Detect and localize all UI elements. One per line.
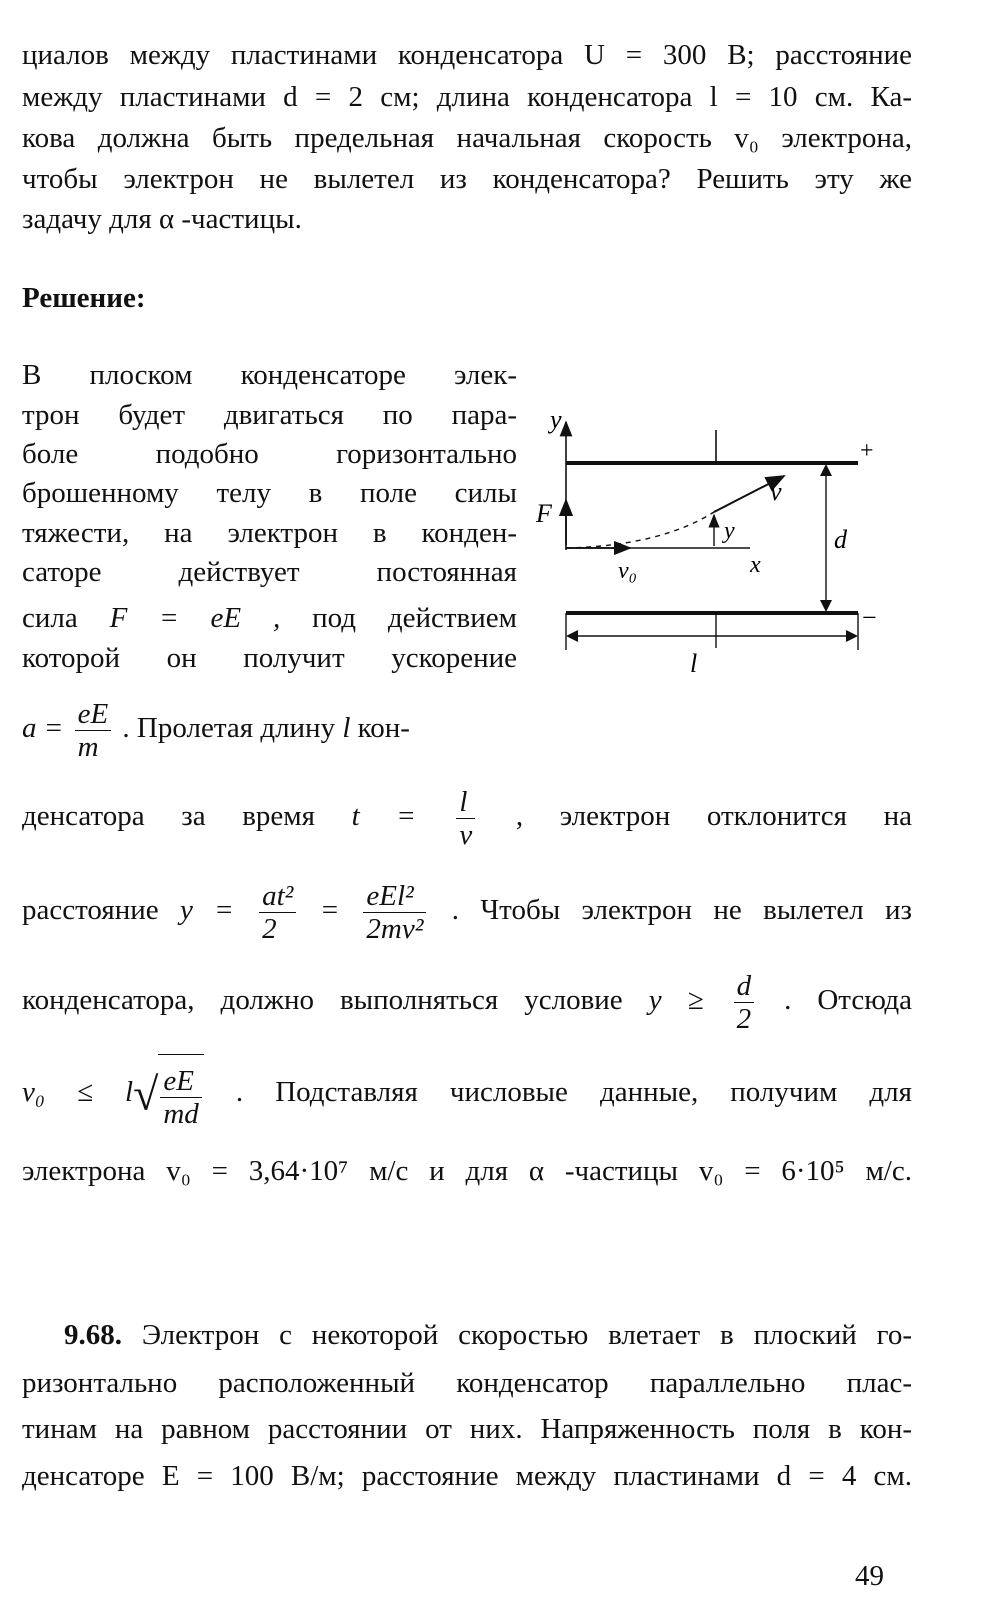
fraction-denominator: 2 [736,1002,752,1035]
minus-label: − [862,603,877,632]
text-kondensatora: конденсатора, должно выполняться условие [22,984,623,1016]
trajectory [566,512,714,548]
solution-line: боле подобно горизонтально [22,438,517,470]
fraction-denominator: 2mv² [366,912,424,945]
next-problem-line [22,1318,912,1352]
solution-line: В плоском конденсаторе элек- [22,359,517,391]
y-axis-label: y [550,405,562,434]
velocity-label: v [770,477,782,506]
d-arrow-top [820,464,832,476]
fraction-numerator: eE [160,1065,201,1098]
time-fraction [456,786,475,851]
fraction-denominator: v [459,818,473,851]
text-podstavlyaya: . Подставляя числовые данные, получим для [235,1076,912,1108]
deflection-label: y [724,518,735,544]
length-symbol: l [342,712,351,744]
solution-line: трон будет двигаться по пара- [22,399,517,431]
deflection-line [22,872,912,948]
force-formula: F = eE , [109,602,281,634]
fraction-denominator: 2 [262,912,277,945]
equals-sign: = [321,894,339,926]
text-proletaya: . Пролетая длину [122,712,336,744]
y-condition: y ≥ [648,984,704,1016]
v0-lhs: v₀ ≤ l [22,1076,134,1108]
v0-label: v₀ [618,558,637,584]
l-arrow-right [846,630,858,642]
sqrt-fraction [160,1065,201,1130]
capacitor-diagram [520,400,900,690]
next-problem-line: денсаторе E = 100 В/м; расстояние между пластинами d = 4 см. [22,1460,912,1492]
velocity-condition-line [22,1052,912,1132]
text-sila: сила [22,602,78,634]
fraction-denominator: md [163,1097,199,1130]
fraction-numerator: d [734,970,755,1003]
problem-text-line: между пластинами d = 2 см; длина конденсатора l = 10 см. Ка- [22,81,912,113]
solution-heading: Решение: [22,282,146,314]
acceleration-fraction [75,698,112,763]
text-densatora: денсатора за время [22,800,315,832]
acceleration-line [22,688,517,768]
l-arrow-left [566,630,578,642]
d-label: d [834,525,847,554]
next-problem-line: тинам на равном расстоянии от них. Напряженность поля в кон- [22,1413,912,1445]
deflection-fraction-2 [363,880,426,945]
fraction-numerator: at² [259,880,296,913]
text-kon: кон- [357,712,410,744]
sqrt-sign: √ [133,1068,159,1120]
next-problem-text: Электрон с некоторой скоростью влетает в плоский го- [141,1319,912,1351]
sqrt-body [158,1054,203,1135]
fraction-numerator: eEl² [363,880,426,913]
y-lhs: y = [179,894,234,926]
solution-line: брошенному телу в поле силы [22,477,517,509]
problem-text-line: циалов между пластинами конденсатора U = 300 В; расстояние [22,39,912,71]
problem-number: 9.68. [64,1319,122,1351]
acceleration-lhs: a = [22,712,64,744]
condition-fraction [734,970,755,1035]
solution-line [22,601,517,635]
result-line: электрона v₀ = 3,64·10⁷ м/с и для α -частицы v₀ = 6·10⁵ м/с. [22,1155,912,1187]
problem-text-line: задачу для α -частицы. [22,203,302,235]
solution-line: тяжести, на электрон в конден- [22,517,517,549]
fraction-denominator: m [77,730,99,763]
plus-label: + [860,438,874,464]
condition-line [22,962,912,1038]
force-label: F [536,499,552,528]
x-axis-label: x [750,552,761,578]
next-problem-line: ризонтально расположенный конденсатор параллельно плас- [22,1367,912,1399]
d-arrow-bottom [820,600,832,612]
text-otklonitsya: , электрон отклонится на [515,800,912,832]
text-rasstoyanie: расстояние [22,894,159,926]
l-label: l [690,649,698,678]
solution-line: саторе действует постоянная [22,556,517,588]
text-otsyuda: . Отсюда [784,984,913,1016]
time-line [22,780,912,852]
time-lhs: t = [351,800,416,832]
solution-line: которой он получит ускорение [22,642,517,674]
text-pod-deistviem: под действием [312,602,517,634]
problem-text-line: чтобы электрон не вылетел из конденсатора? Решить эту же [22,163,912,195]
fraction-numerator: eE [75,698,112,731]
text-chtoby: . Чтобы электрон не вылетел из [451,894,912,926]
problem-text-line: кова должна быть предельная начальная скорость v₀ электрона, [22,122,912,154]
page-number: 49 [855,1560,884,1592]
fraction-numerator: l [456,786,475,819]
deflection-fraction-1 [259,880,296,945]
